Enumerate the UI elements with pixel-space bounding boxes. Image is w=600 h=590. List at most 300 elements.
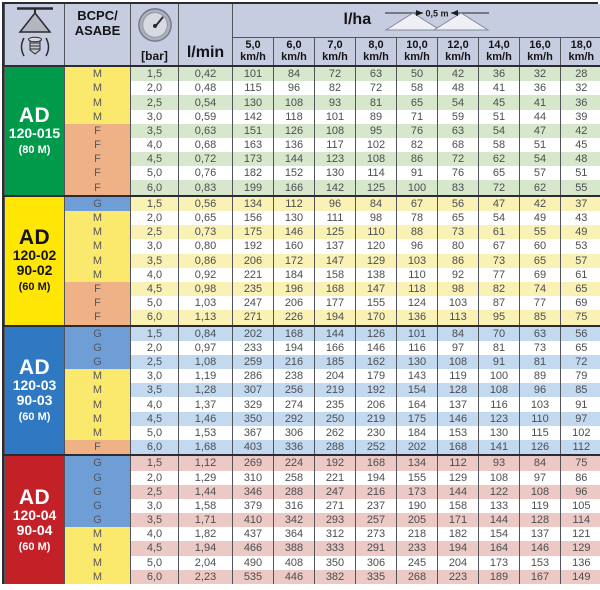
pressure-cell: 2,5 (131, 225, 179, 239)
rate-cell: 170 (356, 310, 397, 325)
rate-cell: 147 (315, 254, 356, 268)
droplet-class-cell: G (65, 196, 131, 211)
flow-cell: 2,23 (179, 570, 233, 584)
rate-cell: 50 (397, 66, 438, 81)
flow-cell: 2,04 (179, 556, 233, 570)
rate-cell: 166 (315, 341, 356, 355)
rate-cell: 56 (561, 326, 600, 341)
pressure-cell: 2,0 (131, 341, 179, 355)
rate-cell: 44 (520, 110, 561, 124)
table-row (5, 499, 600, 513)
table-row (5, 355, 600, 369)
rate-cell: 70 (479, 326, 520, 341)
rate-cell: 490 (233, 556, 274, 570)
speed-column-header: 7,0 km/h (315, 37, 356, 66)
droplet-class-cell: M (65, 570, 131, 584)
table-row (5, 471, 600, 485)
rate-cell: 155 (397, 471, 438, 485)
pressure-cell: 3,0 (131, 239, 179, 253)
droplet-class-cell: G (65, 513, 131, 527)
rate-cell: 288 (274, 485, 315, 499)
flow-cell: 1,08 (179, 355, 233, 369)
flow-cell: 1,03 (179, 296, 233, 310)
rate-cell: 65 (397, 95, 438, 109)
pressure-cell: 5,0 (131, 296, 179, 310)
table-row (5, 66, 600, 81)
rate-cell: 51 (520, 138, 561, 152)
rate-cell: 75 (561, 455, 600, 470)
flow-cell: 0,76 (179, 166, 233, 180)
rate-cell: 274 (274, 397, 315, 411)
rate-cell: 42 (520, 196, 561, 211)
table-row (5, 239, 600, 253)
rate-cell: 293 (315, 513, 356, 527)
rate-cell: 136 (397, 310, 438, 325)
bcpc-asabe-header (65, 4, 131, 66)
table-row (5, 556, 600, 570)
table-row (5, 440, 600, 455)
flow-cell: 1,29 (179, 471, 233, 485)
rate-cell: 292 (274, 412, 315, 426)
rate-cell: 65 (561, 341, 600, 355)
droplet-class-cell: G (65, 355, 131, 369)
rate-cell: 100 (479, 369, 520, 383)
flow-cell: 0,56 (179, 196, 233, 211)
pressure-cell: 6,0 (131, 570, 179, 584)
rate-cell: 192 (356, 383, 397, 397)
droplet-class-cell: M (65, 225, 131, 239)
rate-cell: 85 (561, 383, 600, 397)
rate-cell: 173 (233, 152, 274, 166)
rate-cell: 286 (233, 369, 274, 383)
rate-cell: 73 (479, 254, 520, 268)
rate-cell: 219 (356, 412, 397, 426)
flow-unit-label: l/min (179, 44, 232, 62)
spacing-label: 0,5 m (426, 9, 449, 19)
rate-cell: 100 (397, 180, 438, 195)
rate-cell: 71 (397, 110, 438, 124)
rate-cell: 76 (397, 124, 438, 138)
rate-cell: 108 (520, 485, 561, 499)
rate-cell: 171 (438, 513, 479, 527)
rate-cell: 55 (561, 180, 600, 195)
rate-cell: 36 (520, 81, 561, 95)
rate-cell: 194 (356, 471, 397, 485)
flow-cell: 0,72 (179, 152, 233, 166)
rate-cell: 65 (438, 211, 479, 225)
droplet-class-cell: F (65, 166, 131, 180)
flow-cell: 0,84 (179, 326, 233, 341)
rate-cell: 184 (274, 268, 315, 282)
flow-cell: 0,42 (179, 66, 233, 81)
flow-cell: 0,73 (179, 225, 233, 239)
rate-cell: 86 (397, 152, 438, 166)
rate-cell: 262 (315, 426, 356, 440)
rate-cell: 115 (520, 426, 561, 440)
flow-cell: 0,65 (179, 211, 233, 225)
droplet-class-cell: M (65, 369, 131, 383)
rate-cell: 86 (561, 471, 600, 485)
rate-cell: 126 (520, 440, 561, 455)
rate-cell: 146 (274, 225, 315, 239)
pressure-cell: 4,5 (131, 412, 179, 426)
rate-cell: 118 (397, 282, 438, 296)
rate-cell: 137 (315, 239, 356, 253)
rate-cell: 146 (520, 541, 561, 555)
flow-cell: 0,83 (179, 180, 233, 195)
rate-cell: 134 (233, 196, 274, 211)
droplet-class-cell: F (65, 282, 131, 296)
rate-cell: 230 (356, 426, 397, 440)
table-row (5, 282, 600, 296)
rate-cell: 101 (315, 110, 356, 124)
rate-cell: 219 (315, 383, 356, 397)
rate-cell: 269 (233, 455, 274, 470)
rate-cell: 125 (356, 180, 397, 195)
rate-cell: 102 (561, 426, 600, 440)
droplet-class-cell: F (65, 310, 131, 325)
droplet-class-cell: M (65, 81, 131, 95)
droplet-class-cell: M (65, 541, 131, 555)
rate-cell: 89 (356, 110, 397, 124)
rate-cell: 61 (479, 225, 520, 239)
rate-cell: 113 (438, 310, 479, 325)
rate-cell: 72 (479, 180, 520, 195)
rate-cell: 85 (520, 310, 561, 325)
pressure-cell: 4,5 (131, 541, 179, 555)
rate-cell: 48 (438, 81, 479, 95)
rate-cell: 138 (356, 268, 397, 282)
rate-cell: 84 (520, 455, 561, 470)
rate-cell: 382 (315, 570, 356, 584)
rate-cell: 128 (520, 513, 561, 527)
rate-cell: 250 (315, 412, 356, 426)
rate-cell: 61 (561, 268, 600, 282)
rate-cell: 72 (315, 66, 356, 81)
rate-cell: 237 (356, 499, 397, 513)
flow-cell: 1,82 (179, 527, 233, 541)
rate-cell: 49 (520, 211, 561, 225)
rate-cell: 67 (479, 239, 520, 253)
rate-cell: 65 (479, 166, 520, 180)
rate-cell: 98 (356, 211, 397, 225)
rate-cell: 97 (438, 341, 479, 355)
rate-cell: 199 (233, 180, 274, 195)
rate-cell: 63 (438, 124, 479, 138)
pressure-cell: 4,0 (131, 527, 179, 541)
rate-cell: 306 (356, 556, 397, 570)
header-row-top (5, 4, 600, 37)
droplet-class-cell: M (65, 383, 131, 397)
rate-cell: 130 (315, 166, 356, 180)
rate-cell: 28 (561, 66, 600, 81)
droplet-class-cell: F (65, 152, 131, 166)
pressure-cell: 4,5 (131, 152, 179, 166)
rate-cell: 172 (274, 254, 315, 268)
table-row (5, 110, 600, 124)
bcpc-label: BCPC/ (65, 8, 130, 23)
droplet-class-cell: M (65, 556, 131, 570)
rate-cell: 124 (397, 296, 438, 310)
rate-cell: 96 (315, 196, 356, 211)
rate-cell: 218 (397, 527, 438, 541)
rate-cell: 235 (315, 397, 356, 411)
rate-cell: 87 (479, 296, 520, 310)
rate-cell: 446 (274, 570, 315, 584)
rate-cell: 205 (397, 513, 438, 527)
rate-cell: 96 (274, 81, 315, 95)
droplet-class-cell: G (65, 471, 131, 485)
rate-cell: 45 (479, 95, 520, 109)
pressure-cell: 3,5 (131, 124, 179, 138)
rate-cell: 67 (397, 196, 438, 211)
rate-cell: 168 (274, 326, 315, 341)
nozzle-group-label: AD 120-03 90-03 (60 M) (5, 326, 65, 456)
rate-cell: 126 (274, 124, 315, 138)
rate-cell: 108 (479, 471, 520, 485)
rate-cell: 108 (356, 152, 397, 166)
rate-cell: 175 (397, 412, 438, 426)
rate-cell: 54 (479, 211, 520, 225)
rate-cell: 233 (233, 341, 274, 355)
flow-cell: 0,92 (179, 268, 233, 282)
rate-cell: 86 (438, 254, 479, 268)
droplet-class-cell: G (65, 326, 131, 341)
rate-cell: 57 (520, 166, 561, 180)
rate-cell: 346 (233, 485, 274, 499)
rate-cell: 79 (561, 369, 600, 383)
rate-cell: 204 (315, 369, 356, 383)
rate-cell: 51 (561, 166, 600, 180)
rate-cell: 153 (520, 556, 561, 570)
flow-cell: 1,12 (179, 455, 233, 470)
rate-cell: 117 (315, 138, 356, 152)
rate-cell: 173 (479, 556, 520, 570)
rate-cell: 164 (479, 541, 520, 555)
rate-cell: 110 (356, 225, 397, 239)
rate-cell: 258 (274, 471, 315, 485)
rate-cell: 97 (561, 412, 600, 426)
rate-cell: 73 (438, 225, 479, 239)
rate-cell: 177 (315, 296, 356, 310)
table-row (5, 196, 600, 211)
rate-cell: 155 (356, 296, 397, 310)
rate-cell: 54 (479, 124, 520, 138)
rate-cell: 102 (356, 138, 397, 152)
rate-cell: 185 (315, 355, 356, 369)
rate-cell: 77 (479, 268, 520, 282)
rate-cell: 126 (356, 326, 397, 341)
rate-cell: 175 (233, 225, 274, 239)
rate-cell: 108 (438, 355, 479, 369)
table-row (5, 225, 600, 239)
rate-cell: 271 (233, 310, 274, 325)
flow-cell: 0,59 (179, 110, 233, 124)
rate-cell: 111 (315, 211, 356, 225)
rate-cell: 96 (397, 239, 438, 253)
rate-cell: 128 (438, 383, 479, 397)
rate-cell: 307 (233, 383, 274, 397)
flow-cell: 1,13 (179, 310, 233, 325)
rate-cell: 166 (274, 180, 315, 195)
rate-cell: 257 (356, 513, 397, 527)
rate-cell: 134 (397, 455, 438, 470)
rate-cell: 335 (356, 570, 397, 584)
rate-cell: 72 (561, 355, 600, 369)
rate-cell: 129 (561, 541, 600, 555)
table-row (5, 485, 600, 499)
droplet-class-cell: F (65, 296, 131, 310)
speed-column-header: 16,0 km/h (520, 37, 561, 66)
rate-cell: 78 (397, 211, 438, 225)
rate-cell: 123 (315, 152, 356, 166)
rate-cell: 342 (274, 513, 315, 527)
droplet-class-cell: F (65, 440, 131, 455)
rate-cell: 41 (520, 95, 561, 109)
rate-cell: 173 (397, 485, 438, 499)
rate-cell: 252 (356, 440, 397, 455)
rate-cell: 83 (438, 180, 479, 195)
rate-cell: 403 (233, 440, 274, 455)
droplet-class-cell: G (65, 499, 131, 513)
rate-cell: 96 (561, 485, 600, 499)
rate-cell: 160 (274, 239, 315, 253)
rate-cell: 247 (315, 485, 356, 499)
flow-cell: 0,80 (179, 239, 233, 253)
rate-cell: 82 (315, 81, 356, 95)
rate-cell: 42 (561, 124, 600, 138)
rate-cell: 182 (233, 166, 274, 180)
table-row (5, 513, 600, 527)
rate-cell: 96 (520, 383, 561, 397)
rate-cell: 91 (561, 397, 600, 411)
table-row (5, 412, 600, 426)
rate-cell: 189 (479, 570, 520, 584)
asabe-label: ASABE (65, 23, 130, 38)
rate-cell: 119 (438, 369, 479, 383)
rate-cell: 47 (520, 124, 561, 138)
rate-cell: 288 (315, 440, 356, 455)
droplet-class-cell: M (65, 66, 131, 81)
rate-cell: 115 (233, 81, 274, 95)
rate-cell: 51 (479, 110, 520, 124)
rate-cell: 256 (274, 383, 315, 397)
rate-cell: 136 (274, 138, 315, 152)
rate-cell: 144 (274, 152, 315, 166)
rate-cell: 142 (315, 180, 356, 195)
rate-cell: 149 (561, 570, 600, 584)
rate-cell: 95 (356, 124, 397, 138)
rate-cell: 98 (438, 282, 479, 296)
rate-cell: 89 (520, 369, 561, 383)
rate-cell: 36 (561, 95, 600, 109)
rate-cell: 68 (438, 138, 479, 152)
rate-cell: 112 (274, 196, 315, 211)
rate-cell: 194 (438, 541, 479, 555)
rate-cell: 110 (520, 412, 561, 426)
pressure-cell: 1,5 (131, 196, 179, 211)
rate-cell: 379 (233, 499, 274, 513)
rate-cell: 144 (315, 326, 356, 341)
table-row (5, 152, 600, 166)
rate-cell: 238 (274, 369, 315, 383)
rate-cell: 103 (520, 397, 561, 411)
rate-cell: 112 (438, 455, 479, 470)
rate-cell: 350 (233, 412, 274, 426)
rate-cell: 125 (315, 225, 356, 239)
rate-cell: 146 (356, 341, 397, 355)
flow-cell: 0,54 (179, 95, 233, 109)
rate-cell: 130 (274, 211, 315, 225)
rate-cell: 247 (233, 296, 274, 310)
rate-cell: 119 (520, 499, 561, 513)
droplet-class-cell: M (65, 254, 131, 268)
rate-cell: 216 (356, 485, 397, 499)
pressure-cell: 4,0 (131, 397, 179, 411)
rate-cell: 154 (397, 383, 438, 397)
rate-cell: 59 (438, 110, 479, 124)
rate-cell: 112 (561, 440, 600, 455)
table-row (5, 124, 600, 138)
application-rate-header (233, 4, 600, 37)
nozzle-icon-cell (5, 4, 65, 66)
rate-cell: 122 (479, 485, 520, 499)
rate-cell: 82 (397, 138, 438, 152)
droplet-class-cell: G (65, 485, 131, 499)
rate-cell: 69 (520, 268, 561, 282)
table-row (5, 211, 600, 225)
rate-cell: 162 (356, 355, 397, 369)
rate-cell: 55 (520, 225, 561, 239)
nozzle-spacing-icon (383, 8, 491, 32)
rate-cell: 54 (520, 152, 561, 166)
pressure-cell: 3,0 (131, 110, 179, 124)
rate-unit-label: l/ha (344, 11, 372, 29)
flow-cell: 1,46 (179, 412, 233, 426)
rate-cell: 144 (438, 485, 479, 499)
speed-column-header: 8,0 km/h (356, 37, 397, 66)
rate-cell: 226 (274, 310, 315, 325)
nozzle-group-label: AD 120-015 (80 M) (5, 66, 65, 196)
rate-cell: 163 (233, 138, 274, 152)
rate-cell: 62 (520, 180, 561, 195)
rate-cell: 65 (520, 254, 561, 268)
pressure-cell: 3,5 (131, 254, 179, 268)
rate-cell: 147 (356, 282, 397, 296)
flow-cell: 1,44 (179, 485, 233, 499)
flow-cell: 1,71 (179, 513, 233, 527)
rate-cell: 57 (561, 254, 600, 268)
flow-cell: 0,98 (179, 282, 233, 296)
rate-cell: 121 (561, 527, 600, 541)
table-row (5, 138, 600, 152)
rate-cell: 62 (479, 152, 520, 166)
pressure-cell: 2,0 (131, 211, 179, 225)
droplet-class-cell: M (65, 110, 131, 124)
table-row (5, 310, 600, 325)
rate-cell: 142 (233, 110, 274, 124)
rate-cell: 95 (479, 310, 520, 325)
table-row (5, 254, 600, 268)
rate-cell: 93 (315, 95, 356, 109)
pressure-cell: 6,0 (131, 310, 179, 325)
rate-cell: 53 (561, 239, 600, 253)
rate-cell: 120 (356, 239, 397, 253)
rate-cell: 194 (315, 310, 356, 325)
rate-cell: 103 (438, 296, 479, 310)
rate-cell: 47 (479, 196, 520, 211)
table-row (5, 341, 600, 355)
